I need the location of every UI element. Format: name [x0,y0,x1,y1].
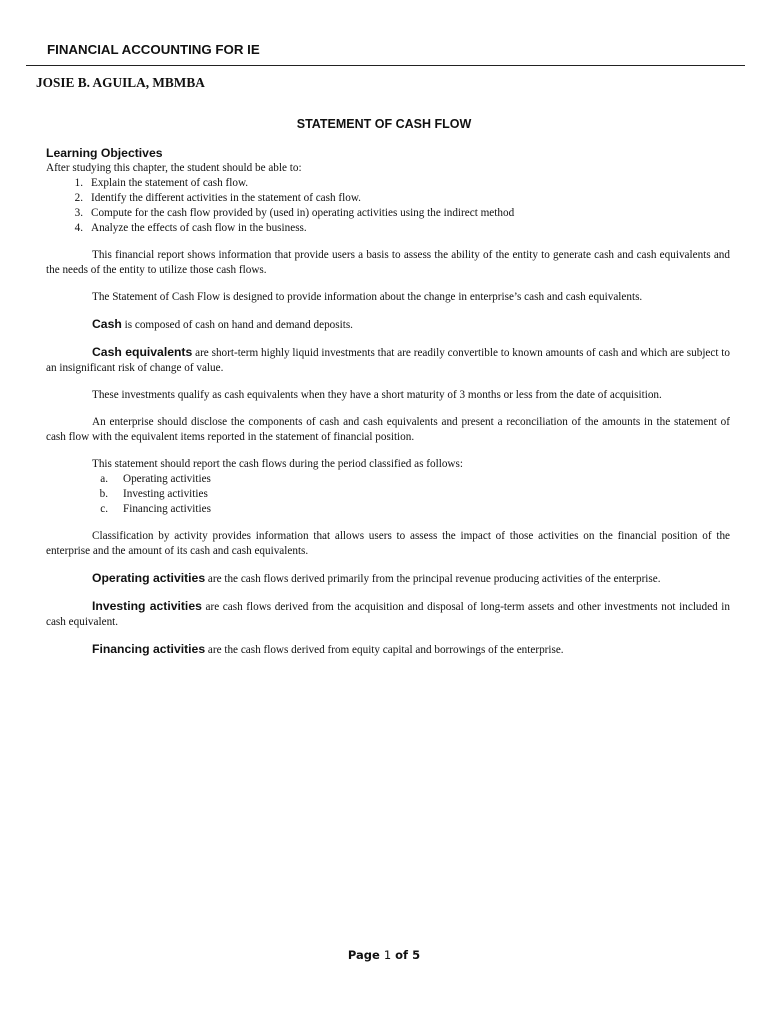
list-item [46,472,730,487]
paragraph-operating-activities [46,571,730,587]
footer-of-word: of [391,948,413,962]
list-text: Operating activities [123,473,211,485]
footer-page-word: Page [347,948,384,962]
list-item [46,206,730,221]
paragraph-investing-activities [46,599,730,630]
term-financing-activities: Financing activities [92,642,206,656]
paragraph-maturity: These investments qualify as cash equivalents when they have a short maturity of 3 months or less from the date of acquisition. [92,389,662,401]
document-title: STATEMENT OF CASH FLOW [296,117,472,131]
list-letter: c. [100,503,108,515]
list-number: 1. [74,177,83,189]
paragraph-disclosure: An enterprise should disclose the components of cash and cash equivalents and present a reconciliation of the amounts in the statement of cash flow with the equivalent items reported in the statement of financial position. [46,416,730,443]
list-number: 2. [74,192,83,204]
list-text: Identify the different activities in the statement of cash flow. [91,192,361,204]
paragraph-cash-definition [46,317,730,333]
list-item [46,191,730,206]
list-text: Financing activities [123,503,211,515]
list-item [46,221,730,236]
list-text: Compute for the cash flow provided by (used in) operating activities using the indirect method [91,207,515,219]
author-name: JOSIE B. AGUILA, MBMBA [36,75,205,90]
paragraph-classification-intro: This statement should report the cash flows during the period classified as follows: [92,458,463,470]
footer-page-number: 1 [383,948,392,962]
paragraph-financing-activities [46,642,730,658]
list-number: 4. [74,222,83,234]
paragraph-cash-equivalents-definition [46,345,730,376]
activities-list [46,472,730,517]
list-item [46,487,730,502]
definition-cash: is composed of cash on hand and demand deposits. [121,319,353,331]
list-text: Analyze the effects of cash flow in the business. [91,222,307,234]
objectives-list [46,176,730,236]
definition-financing-activities: are the cash flows derived from equity capital and borrowings of the enterprise. [205,644,564,656]
list-item [46,176,730,191]
paragraph-classification: Classification by activity provides information that allows users to assess the impact of those activities on the financial position of the enterprise and the amount of its cash and cash equivalents. [46,530,730,557]
definition-investing-activities: are cash flows derived from the acquisition and disposal of long-term assets and other investments not included in cash equivalent. [46,601,730,628]
learning-objectives-intro: After studying this chapter, the student should be able to: [46,162,302,174]
learning-objectives-heading: Learning Objectives [46,146,163,160]
term-cash: Cash [92,317,122,331]
list-text: Investing activities [123,488,208,500]
term-investing-activities: Investing activities [92,599,202,613]
page-footer [0,948,768,962]
list-number: 3. [74,207,83,219]
header-divider [26,65,745,66]
paragraph-financial-report: This financial report shows information that provide users a basis to assess the ability of the entity to generate cash and cash equivalents and the needs of the entity to utilize those cash flows. [46,249,730,276]
definition-operating-activities: are the cash flows derived primarily from the principal revenue producing activities of the enterprise. [205,573,661,585]
list-letter: b. [99,488,108,500]
term-cash-equivalents: Cash equivalents [92,345,193,359]
term-operating-activities: Operating activities [92,571,206,585]
footer-page-total: 5 [412,948,421,962]
list-text: Explain the statement of cash flow. [91,177,249,189]
definition-cash-equivalents: are short-term highly liquid investments that are readily convertible to known amounts of cash and which are subject to an insignificant risk of change of value. [46,347,730,374]
course-title: FINANCIAL ACCOUNTING FOR IE [47,42,260,57]
list-letter: a. [100,473,108,485]
list-item [46,502,730,517]
document-body [46,146,730,658]
paragraph-statement-purpose: The Statement of Cash Flow is designed to provide information about the change in enterprise’s cash and cash equivalents. [92,291,643,303]
